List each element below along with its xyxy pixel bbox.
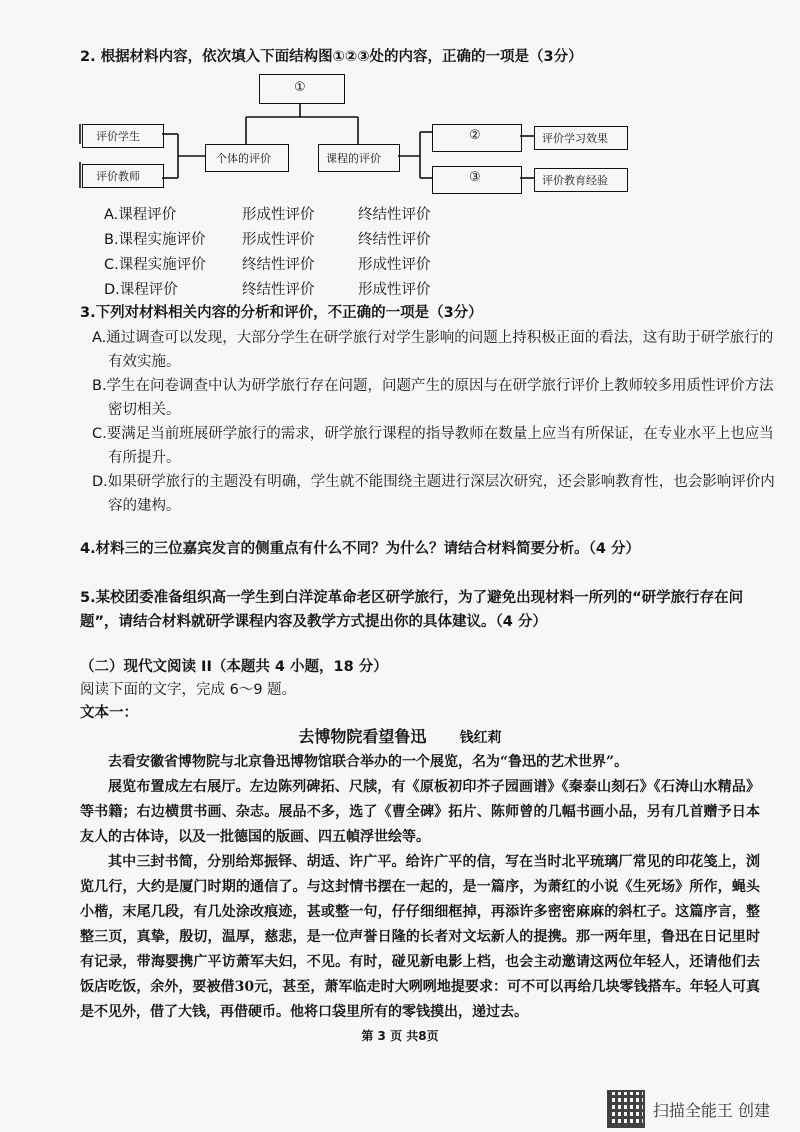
article-paragraph-2: 展览布置成左右展厅。左边陈列碑拓、尺牍，有《原板初印芥子园画谱》《秦泰山刻石》《石涛山水精品》等书籍；右边横贯书画、杂志。展品不多，选了《曹全碑》拓片、陈师曾的几幅书画小品，另有几首赠予日本友人的古体诗，以及一批德国的版画、四五幀浮世绘等。 bbox=[80, 779, 760, 845]
diagram-label-2: ② bbox=[469, 128, 481, 143]
diagram-label-edu: 评价教育经验 bbox=[542, 174, 608, 187]
scanner-watermark bbox=[607, 1090, 770, 1128]
q2-option-a-col2: 形成性评价 bbox=[242, 207, 315, 223]
question-3-stem: 3.下列对材料相关内容的分析和评价，不正确的一项是（3分） bbox=[80, 305, 483, 321]
page-footer: 第 3 页 共8页 bbox=[361, 1029, 439, 1043]
text-label: 文本一： bbox=[80, 705, 138, 721]
q2-option-a-col3: 终结性评价 bbox=[358, 207, 431, 223]
q3-option-b: B.学生在问卷调查中认为研学旅行存在问题，问题产生的原因与在研学旅行评价上教师较多用质性评价方法密切相关。 bbox=[92, 378, 774, 418]
qr-code-icon bbox=[607, 1090, 645, 1128]
q2-option-c-col1: C.课程实施评价 bbox=[104, 257, 206, 273]
article-paragraph-1: 去看安徽省博物院与北京鲁迅博物馆联合举办的一个展览，名为“鲁迅的艺术世界”。 bbox=[108, 754, 629, 770]
q2-option-b-col3: 终结性评价 bbox=[358, 232, 431, 248]
watermark-text: 扫描全能王 创建 bbox=[652, 1100, 770, 1120]
question-2-stem: 2. 根据材料内容，依次填入下面结构图①②③处的内容，正确的一项是（3分） bbox=[80, 49, 583, 65]
article-author: 钱红莉 bbox=[459, 730, 502, 746]
article-body bbox=[80, 750, 760, 1025]
diagram-label-1: ① bbox=[294, 80, 306, 95]
article-paragraph-3: 其中三封书简，分别给郑振铎、胡适、许广平。给许广平的信，写在当时北平琉璃厂常见的印花笺上，浏览几行，大约是厦门时期的通信了。与这封情书摆在一起的，是一篇序，为萧红的小说《生死场》所作，蝇头小楷，末尾几段，有几处涂改痕迹，甚或整一句，仔仔细细框掉，再添许多密密麻麻的斜杠子。这篇序言，整整三页，真挚，殷切，温厚，慈悲，是一位声誉日隆的长者对文坛新人的提携。那一两年里，鲁迅在日记里时有记录，带海婴携广平访萧军夫妇，不见。有时，碰见新电影上档，也会主动邀请这两位年轻人，还请他们去饭店吃饭，余外，要被借30元，甚至，萧军临走时大咧咧地提要求：可不可以再给几块零钱搭车。年轻人可真是不见外，借了大钱，再借硬币。他将口袋里所有的零钱摸出，递过去。 bbox=[80, 854, 760, 1020]
q2-option-d-col3: 形成性评价 bbox=[358, 282, 431, 298]
q2-option-c-col2: 终结性评价 bbox=[242, 257, 315, 273]
q2-option-c-col3: 形成性评价 bbox=[358, 257, 431, 273]
diagram-label-teacher: 评价教师 bbox=[96, 170, 140, 183]
diagram-label-student: 评价学生 bbox=[96, 130, 140, 143]
q2-option-d-col1: D.课程评价 bbox=[104, 282, 178, 298]
q2-option-b-col1: B.课程实施评价 bbox=[104, 232, 206, 248]
q3-option-a: A.通过调查可以发现，大部分学生在研学旅行对学生影响的问题上持积极正面的看法，这有助于研学旅行的有效实施。 bbox=[92, 330, 774, 370]
q2-option-d-col2: 终结性评价 bbox=[242, 282, 315, 298]
q2-option-a-col1: A.课程评价 bbox=[104, 207, 177, 223]
section-title: （二）现代文阅读 II（本题共 4 小题，18 分） bbox=[80, 659, 388, 675]
article-heading bbox=[0, 724, 800, 747]
diagram-label-3: ③ bbox=[469, 170, 481, 185]
diagram-label-individual: 个体的评价 bbox=[216, 152, 271, 165]
question-5: 5.某校团委准备组织高一学生到白洋淀革命老区研学旅行，为了避免出现材料一所列的“研学旅行存在问题”，请结合材料就研学课程内容及教学方式提出你的具体建议。（4 分） bbox=[80, 590, 744, 630]
question-4: 4.材料三的三位嘉宾发言的侧重点有什么不同？为什么？请结合材料简要分析。（4 分） bbox=[80, 541, 640, 557]
article-title: 去博物院看望鲁迅 bbox=[298, 727, 427, 746]
diagram-label-course: 课程的评价 bbox=[326, 152, 381, 165]
q3-option-d: D.如果研学旅行的主题没有明确，学生就不能围绕主题进行深层次研究，还会影响教育性，也会影响评价内容的建构。 bbox=[92, 474, 775, 514]
diagram-label-effect: 评价学习效果 bbox=[542, 132, 608, 145]
q2-option-b-col2: 形成性评价 bbox=[242, 232, 315, 248]
q3-option-c: C.要满足当前班展研学旅行的需求，研学旅行课程的指导教师在数量上应当有所保证，在专业水平上也应当有所提升。 bbox=[92, 426, 774, 466]
section-instruction: 阅读下面的文字，完成 6～9 题。 bbox=[80, 682, 297, 698]
